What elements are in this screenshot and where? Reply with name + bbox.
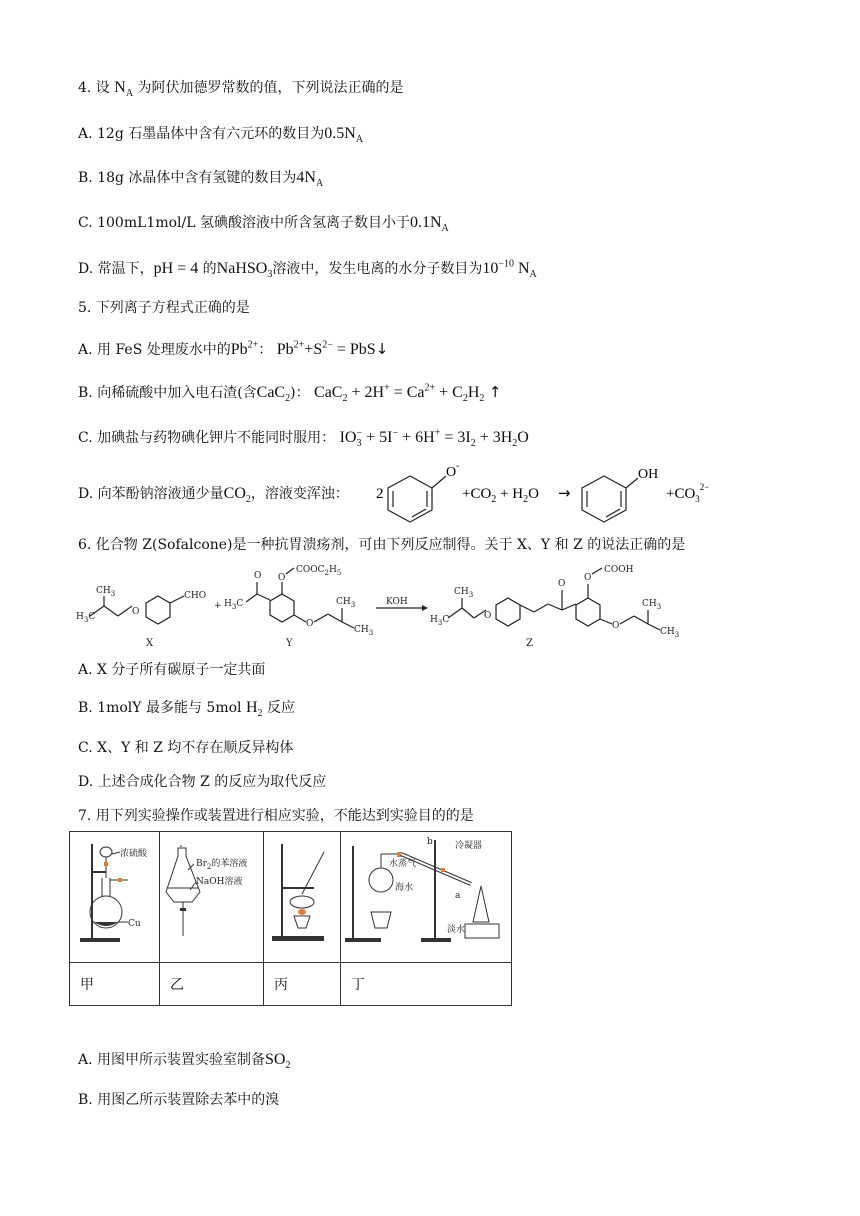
- compound-x-structure: [76, 586, 206, 649]
- svg-text:KOH: KOH: [386, 597, 408, 607]
- svg-text:H3C: $H_3C$: [76, 612, 96, 624]
- label-bing: 丙: [264, 963, 341, 1006]
- svg-text:CH3: $CH_3$: [96, 586, 116, 598]
- svg-text:CH3: $CH_3$: [336, 597, 356, 609]
- svg-text:H3C: $H_3C$: [430, 615, 450, 627]
- svg-text:CH3: $CH_3$: [354, 625, 374, 637]
- q4-option-a: A. 12g 石墨晶体中含有六元环的数目为$0.5N_A$: [78, 125, 364, 146]
- apparatus-yi-image: [160, 832, 263, 958]
- svg-text:浓硫酸: 浓硫酸: [120, 849, 148, 859]
- svg-text:COOH: COOH: [604, 565, 634, 575]
- svg-text:O: O: [558, 579, 566, 589]
- apparatus-ding-cell: [341, 832, 512, 963]
- compound-y-structure: [224, 565, 373, 649]
- label-x: X: [146, 638, 154, 649]
- apparatus-table: [69, 831, 512, 1006]
- label-z: Z: [526, 638, 533, 649]
- q4-stem-suffix: 为阿伏加德罗常数的值，下列说法正确的是: [137, 80, 404, 96]
- label-y: Y: [286, 638, 293, 649]
- q4-stem-prefix: 4. 设: [78, 80, 110, 96]
- svg-text:Cu: Cu: [128, 919, 141, 929]
- svg-text:冷凝器: 冷凝器: [455, 841, 483, 851]
- q4-option-d: D. 常温下，pH = 4 的NaHSO$_3$溶液中，发生电离的水分子数目为$10^{-10}$ $N_A$: [78, 258, 537, 281]
- apparatus-bing-cell: [264, 832, 341, 963]
- compound-z-structure: [430, 565, 679, 649]
- svg-text:淡水: 淡水: [447, 925, 466, 935]
- apparatus-jia-cell: [70, 832, 160, 963]
- svg-text:O: O: [484, 611, 492, 621]
- svg-text:O: O: [612, 621, 620, 631]
- label-ding: 丁: [341, 963, 512, 1006]
- q5-option-d: D. 向苯酚钠溶液通少量$CO_2$，溶液变浑浊：: [78, 485, 349, 506]
- svg-text:O: O: [132, 607, 140, 617]
- svg-text:O: O: [584, 573, 592, 583]
- svg-text:Br2的苯溶液: $Br_2$的苯溶液: [196, 859, 248, 871]
- apparatus-bing-image: [264, 832, 340, 958]
- svg-text:O: O: [254, 571, 262, 581]
- q6-option-d: D. 上述合成化合物 Z 的反应为取代反应: [78, 774, 327, 790]
- svg-text:-: -: [456, 462, 460, 472]
- label-jia: 甲: [70, 963, 160, 1006]
- coefficient-2: 2: [376, 486, 384, 502]
- label-yi: 乙: [160, 963, 264, 1006]
- q7-option-b: B. 用图乙所示装置除去苯中的溴: [78, 1092, 280, 1108]
- svg-text:CHO: CHO: [184, 591, 207, 601]
- svg-text:OH: OH: [638, 467, 659, 482]
- svg-text:CH3: $CH_3$: [660, 627, 680, 639]
- q6-option-b: B. 1molY 最多能与 5mol $H_2$ 反应: [78, 699, 295, 720]
- precipitate-arrow-icon: ↓: [375, 340, 389, 358]
- q5-option-c: C. 加碘盐与药物碘化钾片不能同时服用： $IO_3^- + 5I^- + 6H^+ = 3I_2 + 3H_2O$: [78, 427, 529, 450]
- svg-text:CH3: $CH_3$: [642, 599, 662, 611]
- svg-text:O: O: [306, 619, 314, 629]
- svg-text:CH3: $CH_3$: [454, 587, 474, 599]
- q4-option-c: C. 100mL1mol/L 氢碘酸溶液中所含氢离子数目小于$0.1N_A$: [78, 214, 449, 235]
- q6-option-c: C. X、Y 和 Z 均不存在顺反异构体: [78, 740, 294, 756]
- svg-text:a: a: [455, 891, 461, 901]
- q6-stem: 6. 化合物 Z(Sofalcone)是一种抗胃溃疡剂，可由下列反应制得。关于 X、Y 和 Z 的说法正确的是: [78, 537, 686, 553]
- q6-option-a: A. X 分子所有碳原子一定共面: [78, 662, 266, 678]
- benzene-ring-phenoxide: [388, 476, 446, 522]
- q5-option-b: B. 向稀硫酸中加入电石渣(含CaC$_2$)： $CaC_2 + 2H^+ = Ca^{2+} + C_2H_2$ ↑: [78, 382, 502, 405]
- svg-text:海水: 海水: [395, 883, 414, 893]
- apparatus-yi-cell: [160, 832, 264, 963]
- gas-arrow-icon: ↑: [488, 383, 502, 401]
- svg-text:O: O: [446, 465, 457, 480]
- na-symbol: $N_A$: [114, 79, 134, 100]
- svg-text:+CO2 + H2O: $+CO_2 + H_2O$: [462, 486, 539, 505]
- apparatus-ding-image: [341, 832, 511, 958]
- svg-text:COOC2H5: $COOC_2H_5$: [296, 565, 342, 577]
- q4-option-b: B. 18g 冰晶体中含有氢键的数目为$4N_A$: [78, 169, 324, 190]
- svg-text:b: b: [427, 837, 433, 847]
- svg-text:+: +: [214, 601, 222, 611]
- koh-arrow: [376, 597, 428, 611]
- svg-text:+CO32−: $+CO_3^{2-}$: [666, 482, 710, 504]
- q7-stem: 7. 用下列实验操作或装置进行相应实验，不能达到实验目的的是: [78, 808, 474, 824]
- q5-stem: 5. 下列离子方程式正确的是: [78, 300, 250, 316]
- apparatus-jia-image: [70, 832, 159, 958]
- svg-text:水蒸气: 水蒸气: [389, 859, 417, 869]
- phenoxide-equation: [376, 462, 726, 524]
- q7-option-a: A. 用图甲所示装置实验室制备$SO_2$: [78, 1051, 291, 1072]
- reaction-arrow-icon: →: [558, 484, 571, 502]
- q5-option-a: A. 用 FeS 处理废水中的$Pb^{2+}$： $Pb^{2+}+S^{2-}$ = PbS↓: [78, 339, 389, 358]
- reaction-scheme: [74, 560, 694, 652]
- q4-stem: [78, 78, 404, 98]
- benzene-ring-phenol: [582, 476, 638, 522]
- svg-text:NaOH溶液: NaOH溶液: [196, 877, 243, 887]
- svg-text:O: O: [278, 573, 286, 583]
- svg-text:H3C: $H_3C$: [224, 599, 244, 611]
